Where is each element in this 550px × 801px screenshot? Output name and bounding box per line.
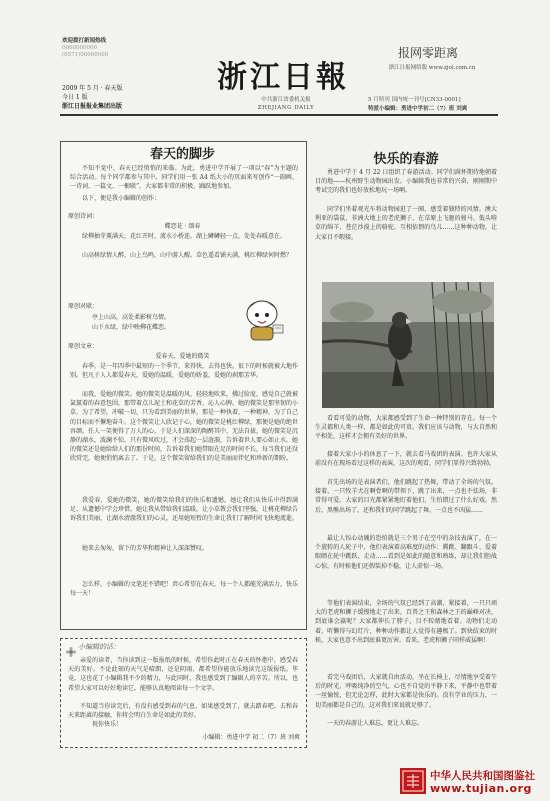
watermark-line-2: www.tujian.org: [430, 782, 532, 795]
essay-label: 原创文章：: [68, 343, 99, 350]
editor-note-box: [60, 638, 307, 748]
hotline-label: 欢迎拨打新闻热线: [62, 38, 107, 44]
poem1-line-2: 山高树绿情人醉，山上鸟鸣，山中游人醒。草色遥看铺天满，桃红柳绿何时燃？: [82, 252, 293, 259]
poem1-title: 蝶恋花 · 颂春: [164, 223, 201, 230]
essay-para-1: 春季，是一年四季中最短的一个季节，来得快，去得也快。很下的时候就被大地作别。但凡于人人都爱春天，爱她的温暖，爱她的娇羞，爱她的刹那芳华。: [70, 363, 299, 380]
issue-line: 5 月特刊 国内统一刊号[CN33-0001]: [368, 97, 461, 103]
left-lead: 以下，便是我小编辑的创作：: [82, 195, 161, 202]
edition-info: [62, 84, 162, 111]
right-para-9: 一天的春游让人难忘，更让人难忘。: [327, 720, 424, 727]
poem2-label: 原创对联：: [68, 303, 99, 310]
right-para-6: 最让人惊心动魄的恐怕就是三个男子在空中的杂技表演了，在一个旋转的人轮子中，他们表演着高难度的动作：腾跳、翻跟斗、爱着眼睛在轮中跳跃、走动……看到是如此的随意和熟练，却让我们胆战心惊，有时候他们还假装掉不稳，让人虚惊一场。: [315, 535, 497, 570]
poem1-line-1: 绿柳抽芽薰满天，花红开时，流水小桥连。湖上鳞鳞轻一点，处处春暖意在。: [82, 233, 287, 240]
right-para-1: 勇进中学于 4 月 22 日组织了春游活动。同学们满怀期待地朝着目的地——杭州野生动物园出发。小编辑我也非常的兴奋，刚刚期中考试完的我们也好放松地玩一场啊。: [315, 169, 497, 195]
right-para-5: 首先出场的是表演者们，他们跳起了热舞，带动了全场的气氛。接着，一只牧羊犬在啊骨啊的带领下，跳了出来，一点也不怯场，非常得可爱。大家的目光都紧紧地盯着他们，生怕错过了什么好戏。然后，黑熊出场了，还和我们的同学跳起了舞。一点也不凶猛……: [315, 479, 497, 514]
left-intro: 不知不觉中，春天已经悄悄的来临。为此，勇进中学开展了一项以“春”为主题的综合活动。每个同学都参与其中。同学们用一张 A4 纸大小的页面来写创作“一副画、一诗词、一篇文、一橱联”，大家都非常的积极，踊跃地参加。: [70, 165, 298, 191]
edition-date: 2009 年 5 月 · 春天版: [62, 85, 123, 92]
slogan: 报网零距离: [398, 46, 459, 60]
editor-note-para-2: 不知道当你读完后，有没有感受到春的气息，如果感受到了，就去踏春吧。去和春天来距离的接触，你将会明白生命是如此的美好。: [68, 703, 298, 720]
poem1-label: 原创诗词：: [68, 213, 99, 220]
masthead-hotline: [62, 38, 142, 59]
newspaper-subtitle-cn: 中共浙江省委机关报: [261, 97, 311, 103]
editor-note-para-1: 亲爱的读者，当你读到这一版报纸的时候，希望你此时正在春天的怀抱中，感受春天的美好。不论此刻的天气是晴朗，还是阴雨，都希望你能放乐地读完这版报纸。毕竟，这也花了小编辑我不少的精力，与此同时，我也感受到了编辑人的辛苦。所以，也希望大家可以好好地读它，能够认真地阅读每一个文字。: [68, 657, 298, 692]
right-para-7: 等他们表演结束，全场的气氛已经到了高潮，紧接着，一只只顽大的老虎和狮子缓慢地走了出来，百兽之王和森林之王的巅峰对决，到底谁会赢呢？大家都伸长了脖子，目不转睛地看着。动物们走动着，听懒得与幻灯片，种种动作都让人觉得有趣极了。到快结束的时候，大家也意不出到底谁更厉害。看来，老虎和狮子同样威猛啊！: [315, 600, 497, 644]
watermark-line-1: 中华人民共和国图鉴社: [430, 770, 535, 782]
edition-pages: 今日 1 版: [62, 94, 88, 101]
right-para-8: 看完马戏团后，大家就自由活动，坐在长椅上，尽情地享受着午后的时光，呼吸纯净的空气，心也不自觉的平静下来，平静中也带着一丝愉悦，但无论怎样，此时大家都是快乐的。没有学业的压力，一切美丽都是自己的，这对我们来说就足够了。: [315, 674, 497, 709]
poem2-line-1: 亭上山高，高处柔影树鸟情。: [92, 314, 171, 321]
hotline-number-2: (0571)00000000: [62, 52, 109, 58]
left-article-title: 春天的脚步: [149, 147, 215, 162]
essay-para-2: 而我，爱她的微笑。她的微笑是温暖的风，轻轻地吹来，拂过脸庞，感觉自己就被氤氲着的春意包围，那带着点儿泥土和花草的芳香，沁人心脾。她的微笑是那坚韧的小草，为了希望，冲破一切，只为看到美丽的世界，那是一种执着，一种精神，为了自己的目标而不懈地奋斗。这个微笑让人欣记于心，她的微笑是桃红柳绿，那便是她的绝世容颜。任人一笑便得了万人的心。于是人们深深的陶醉其中，无法自拔，她的微笑是沉静的湖水，波澜不惊，只有微风吹过，才会荡起一层涟漪，告诉着世人要心如止水。她的微笑还是她给给人们的那份时间，告诉着我们她带眼在足的时间不长，每当我们还没欣赏完，她便悄悄离去了。于是，这个微笑留给我们的是美丽而伴忆和珍新的期盼。: [70, 391, 299, 463]
cartoon-boy-illustration: [236, 296, 288, 344]
essay-para-3: 我爱春，爱她的微笑，她的微笑给我们的快乐和遗憾，她让我们从快乐中得到满足，从遗憾中学会珍惜。她让我从带给我们温暖，让小草教会我们坚强，让桃花柳绿告诉我们美丽，让湖水清澈我们的心灵，还用她短暂的生命让我们了解时间飞快地流逝。: [70, 497, 299, 523]
editor-note-para-3: 祝你快乐！: [92, 721, 123, 728]
right-para-2: 同学们坐着观光车将动物园逛了一圈，感受着独特的风情。澳大利亚的袋鼠、非洲大地上的老虎狮子、在草原上飞驰的骏马、低头啃草的绵羊、苍茫沙漠上的骆驼、互相依偎的鸟儿……这种种动物，让大家目不暇接。: [315, 206, 497, 241]
right-article-title: 快乐的春游: [373, 152, 439, 167]
website-line: 浙江日报网络版 www.zjol.com.cn: [388, 65, 476, 71]
poem2-line-2: 山下水绿，绿中映柳花蝶恋。: [92, 324, 171, 331]
left-closing: 怎么样，小编辑的文笔还不错吧！责心希望在春天，每一个人都能充满活力，快乐每一天！: [70, 581, 299, 598]
parrot-photo: [322, 282, 494, 408]
hotline-number-1: 0000000000: [62, 45, 97, 51]
newspaper-subtitle-en: ZHEJIANG DAILY: [257, 105, 315, 111]
essay-para-4: 她来去匆匆，留下的芳华和精神让人深深赞叹。: [82, 545, 209, 552]
edition-publisher: 浙江日报报业集团出版: [62, 103, 123, 110]
masthead-rule: [60, 114, 498, 116]
editor-note-heading: 小编辑的话：: [78, 643, 120, 651]
editor-note-signature: 小编辑：勇进中学 初二（7）班 刘爽: [202, 734, 300, 741]
right-para-3: 看看可爱的动物，大家都感受到了生命一种特别的存在。每一个生灵都和人类一样，都是如此的可贵。我们应该与动物，与大自然和平相处，这样才会拥有美好的世界。: [315, 415, 497, 441]
editor-line: 特派小编辑：勇进中学初二（7）班 刘爽: [368, 106, 468, 112]
library-seal-icon: [400, 768, 426, 794]
right-para-4: 接着大家小小的休息了一下，就去看马戏团的表演。也许大家从前没有在现场看过这样的表演，这次的观看，同学们显得兴致勃勃。: [315, 451, 497, 468]
essay-title: 爱春天，爱她的微笑: [155, 353, 210, 360]
newspaper-title: 浙江日報: [217, 60, 349, 95]
